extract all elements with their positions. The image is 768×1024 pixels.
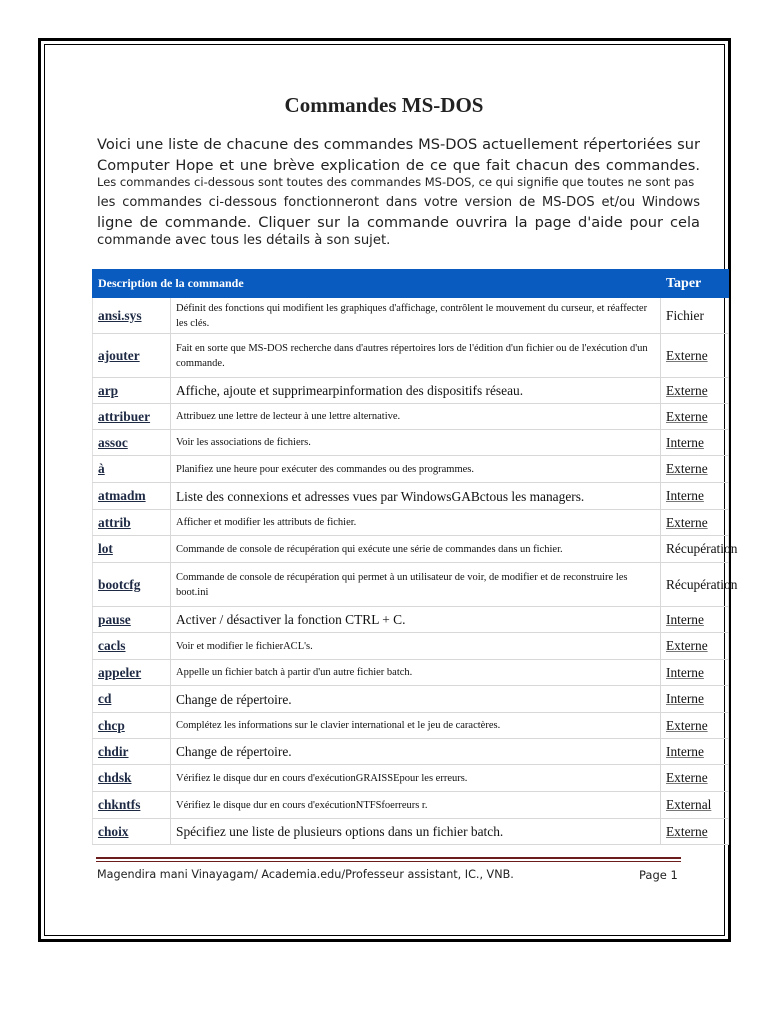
command-type-cell xyxy=(661,660,729,686)
table-row xyxy=(93,660,729,686)
table-row xyxy=(93,713,729,739)
table-row xyxy=(93,765,729,792)
footer-rule-thin xyxy=(96,861,681,862)
table-row xyxy=(93,563,729,607)
table-row xyxy=(93,819,729,845)
command-link[interactable]: lot xyxy=(93,536,171,563)
command-description: Vérifiez le disque dur en cours d'exécutionNTFSfoerreurs r. xyxy=(171,792,661,819)
command-type-cell xyxy=(661,792,729,819)
command-type: Fichier xyxy=(666,307,704,323)
command-type-cell xyxy=(661,739,729,765)
command-description: Commande de console de récupération qui exécute une série de commandes dans un fichier. xyxy=(171,536,661,563)
command-link[interactable]: cd xyxy=(93,686,171,713)
header-type: Taper xyxy=(661,270,729,298)
command-type-cell xyxy=(661,536,738,563)
command-type[interactable]: External xyxy=(666,797,712,812)
command-description: Commande de console de récupération qui permet à un utilisateur de voir, de modifier et de reconstruire les boot.ini xyxy=(171,563,661,607)
table-row xyxy=(93,334,729,378)
command-link[interactable]: atmadm xyxy=(93,483,171,510)
command-link[interactable]: attrib xyxy=(93,510,171,536)
commands-table xyxy=(92,269,738,845)
command-type[interactable]: Interne xyxy=(666,743,704,759)
command-description: Change de répertoire. xyxy=(171,686,661,713)
footer-rule xyxy=(96,857,681,859)
table-row xyxy=(93,298,729,334)
command-description: Change de répertoire. xyxy=(171,739,661,765)
command-type: Récupération xyxy=(666,541,738,556)
command-link[interactable]: appeler xyxy=(93,660,171,686)
command-description: Attribuez une lettre de lecteur à une lettre alternative. xyxy=(171,404,661,430)
command-description: Complétez les informations sur le clavier international et le jeu de caractères. xyxy=(171,713,661,739)
command-description: Voir les associations de fichiers. xyxy=(171,430,661,456)
command-type[interactable]: Externe xyxy=(666,408,708,424)
intro-paragraph-1: Voici une liste de chacune des commandes MS-DOS actuellement répertoriées sur Computer Hope et une brève explication de ce que fait chacun des commandes. xyxy=(97,136,700,174)
command-link[interactable]: ajouter xyxy=(93,334,171,378)
header-description: Description de la commande xyxy=(93,270,661,298)
command-type-cell xyxy=(661,713,729,739)
command-type-cell xyxy=(661,819,729,845)
command-type[interactable]: Interne xyxy=(666,664,704,680)
command-type[interactable]: Externe xyxy=(666,823,708,839)
command-type-cell xyxy=(661,483,729,510)
command-type[interactable]: Externe xyxy=(666,770,708,785)
footer-author: Magendira mani Vinayagam/ Academia.edu/Professeur assistant, IC., VNB. xyxy=(97,868,514,881)
command-link[interactable]: chdir xyxy=(93,739,171,765)
footer-page-number: Page 1 xyxy=(639,868,678,882)
command-type[interactable]: Externe xyxy=(666,514,708,530)
command-type[interactable]: Interne xyxy=(666,691,704,706)
command-link[interactable]: pause xyxy=(93,607,171,633)
command-link[interactable]: ansi.sys xyxy=(93,298,171,334)
command-type-cell xyxy=(661,430,729,456)
table-header-row xyxy=(93,270,729,298)
command-link[interactable]: assoc xyxy=(93,430,171,456)
command-type[interactable]: Interne xyxy=(666,488,704,503)
command-type-cell xyxy=(661,378,729,404)
command-description: Définit des fonctions qui modifient les graphiques d'affichage, contrôlent le mouvement du curseur, et réaffecter les clés. xyxy=(171,298,661,334)
command-type-cell xyxy=(661,765,729,792)
command-type-cell xyxy=(661,633,729,660)
table-row xyxy=(93,686,729,713)
command-type-cell xyxy=(661,686,729,713)
command-type-cell xyxy=(661,607,729,633)
table-row xyxy=(93,607,729,633)
intro-paragraph-3b: ligne de commande. Cliquer sur la commande ouvrira la page d'aide pour cela xyxy=(97,214,700,231)
command-link[interactable]: chkntfs xyxy=(93,792,171,819)
command-type-cell xyxy=(661,510,729,536)
document-title: Commandes MS-DOS xyxy=(284,93,484,117)
command-description: Appelle un fichier batch à partir d'un autre fichier batch. xyxy=(171,660,661,686)
command-type-cell xyxy=(661,298,729,334)
intro-paragraph-4: commande avec tous les détails à son sujet. xyxy=(97,233,391,248)
command-type[interactable]: Externe xyxy=(666,382,708,398)
command-description: Activer / désactiver la fonction CTRL + C. xyxy=(171,607,661,633)
table-row xyxy=(93,510,729,536)
command-type[interactable]: Interne xyxy=(666,434,704,450)
command-link[interactable]: chdsk xyxy=(93,765,171,792)
table-row xyxy=(93,792,729,819)
command-type[interactable]: Interne xyxy=(666,611,704,627)
command-type[interactable]: Externe xyxy=(666,638,708,653)
command-description: Vérifiez le disque dur en cours d'exécutionGRAISSEpour les erreurs. xyxy=(171,765,661,792)
command-type[interactable]: Externe xyxy=(666,461,708,476)
command-type[interactable]: Externe xyxy=(666,347,708,363)
command-description: Liste des connexions et adresses vues par WindowsGABctous les managers. xyxy=(171,483,661,510)
table-row xyxy=(93,378,729,404)
command-link[interactable]: arp xyxy=(93,378,171,404)
command-description: Affiche, ajoute et supprimearpinformation des dispositifs réseau. xyxy=(171,378,661,404)
command-link[interactable]: cacls xyxy=(93,633,171,660)
table-row xyxy=(93,456,729,483)
command-link[interactable]: chcp xyxy=(93,713,171,739)
intro-paragraph-3: les commandes ci-dessous fonctionneront dans votre version de MS-DOS et/ou Windows xyxy=(97,195,700,210)
command-description: Spécifiez une liste de plusieurs options dans un fichier batch. xyxy=(171,819,661,845)
command-link[interactable]: attribuer xyxy=(93,404,171,430)
command-link[interactable]: bootcfg xyxy=(93,563,171,607)
command-type-cell xyxy=(661,456,729,483)
table-row xyxy=(93,536,729,563)
command-description: Afficher et modifier les attributs de fichier. xyxy=(171,510,661,536)
intro-paragraph-2: Les commandes ci-dessous sont toutes des commandes MS-DOS, ce qui signifie que toutes ne sont pas xyxy=(97,175,695,189)
command-type[interactable]: Externe xyxy=(666,717,708,733)
table-row xyxy=(93,404,729,430)
table-row xyxy=(93,430,729,456)
command-link[interactable]: à xyxy=(93,456,171,483)
command-type-cell xyxy=(661,563,738,607)
table-row xyxy=(93,633,729,660)
command-type-cell xyxy=(661,404,729,430)
command-description: Planifiez une heure pour exécuter des commandes ou des programmes. xyxy=(171,456,661,483)
command-description: Fait en sorte que MS-DOS recherche dans d'autres répertoires lors de l'édition d'un fichier ou de l'exécution d'un commande. xyxy=(171,334,661,378)
command-type-cell xyxy=(661,334,729,378)
command-type: Récupération xyxy=(666,576,738,592)
table-row xyxy=(93,739,729,765)
command-description: Voir et modifier le fichierACL's. xyxy=(171,633,661,660)
command-link[interactable]: choix xyxy=(93,819,171,845)
table-row xyxy=(93,483,729,510)
